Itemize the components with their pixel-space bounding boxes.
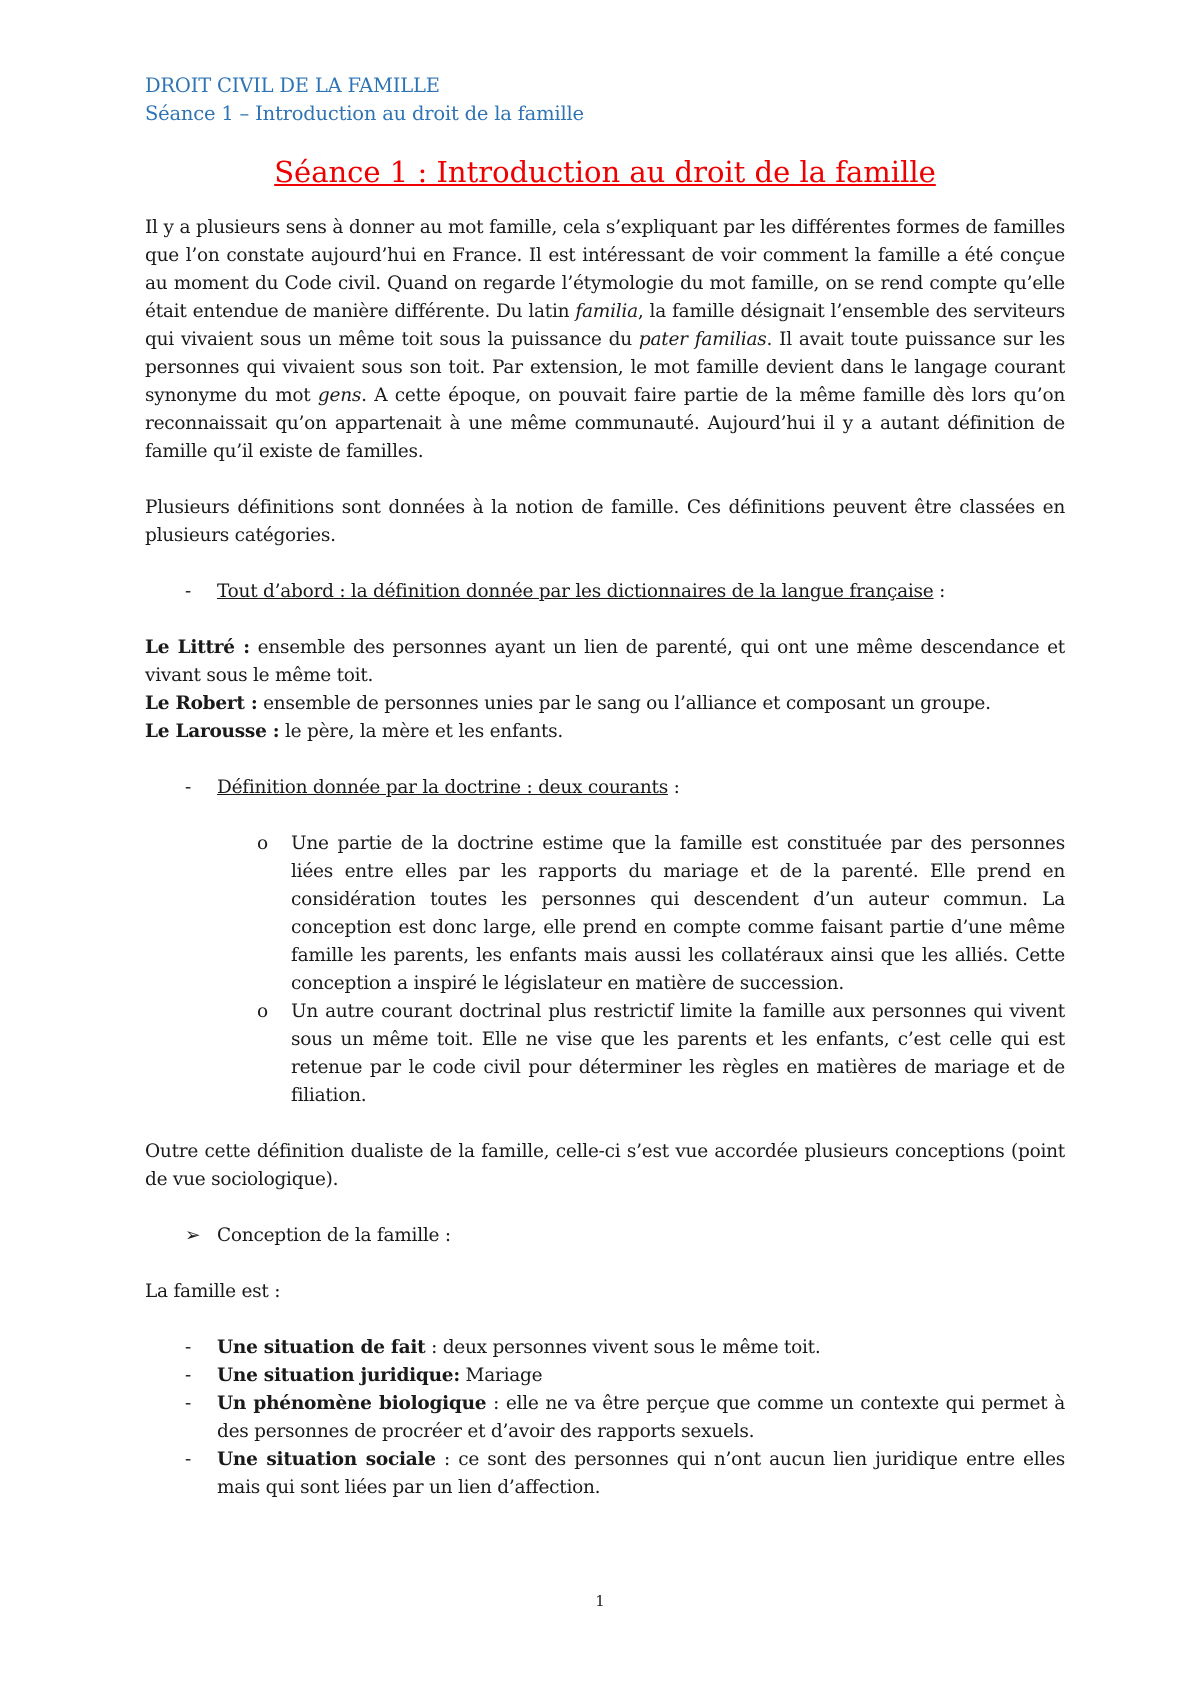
doctrine-item-text: Un autre courant doctrinal plus restrictif limite la famille aux personnes qui vivent sous un même toit. Elle ne vise que les parents et les enfants, c’est celle qui est retenue par le code civil pour déterminer les règles en matières de mariage et de filiation. [291,1001,1065,1106]
running-header [145,72,1065,128]
definition-robert: Le Robert : ensemble de personnes unies par le sang ou l’alliance et composant un groupe. [145,693,991,714]
header-course: DROIT CIVIL DE LA FAMILLE [145,74,440,97]
page-content [145,72,1065,1502]
definition-littre: Le Littré : ensemble des personnes ayant un lien de parenté, qui ont une même descendance et vivant sous le même toit. [145,637,1065,686]
larousse-label: Le Larousse : [145,721,280,742]
dictionaries-heading-item: - Tout d’abord : la définition donnée par les dictionnaires de la langue française : [145,578,1065,606]
intro-paragraph: Il y a plusieurs sens à donner au mot famille, cela s’expliquant par les différentes formes de familles que l’on constate aujourd’hui en France. Il est intéressant de voir comment la famille a été conçue au moment du Code civil. Quand on regarde l’étymologie du mot famille, on se rend compte qu’elle était entendue de manière différente. Du latin familia, la famille désignait l’ensemble des serviteurs qui vivaient sous un même toit sous la puissance du pater familias. Il avait toute puissance sur les personnes qui vivaient sous son toit. Par extension, le mot famille devient dans le langage courant synonyme du mot gens. A cette époque, on pouvait faire partie de la même famille dès lors qu’on reconnaissait qu’on appartenait à une même communauté. Aujourd’hui il y a autant définition de famille qu’il existe de familles. [145,217,1066,462]
header-session: Séance 1 – Introduction au droit de la famille [145,102,584,125]
situation-label: Une situation de fait [217,1337,426,1358]
term-familia: familia [575,301,638,322]
doctrine-item-text: Une partie de la doctrine estime que la famille est constituée par des personnes liées entre elles par les rapports du mariage et de la parenté. Elle prend en considération toutes les personnes qui descendent d’un auteur commun. La conception est donc large, elle prend en compte comme faisant partie d’une même famille les parents, les enfants mais aussi les collatéraux ainsi que les alliés. Cette conception a inspiré le législateur en matière de succession. [291,833,1065,994]
list-marker: - [185,1337,192,1358]
famille-est-label: La famille est : [145,1281,281,1302]
list-marker: - [185,581,192,602]
sub-list-marker: o [257,1001,268,1022]
doctrine-item [145,830,1065,998]
situation-item: - Une situation sociale : ce sont des personnes qui n’ont aucun lien juridique entre elles mais qui sont liées par un lien d’affection. [145,1446,1065,1502]
page-number: 1 [595,1592,605,1610]
list-marker: - [185,1449,192,1470]
definition-larousse: Le Larousse : le père, la mère et les enfants. [145,721,564,742]
situation-label: Un phénomène biologique [217,1393,487,1414]
situation-item: - Un phénomène biologique : elle ne va être perçue que comme un contexte qui permet à des personnes de procréer et d’avoir des rapports sexuels. [145,1390,1065,1446]
term-gens: gens [317,385,362,406]
list-marker: - [185,777,192,798]
definitions-paragraph: Plusieurs définitions sont données à la notion de famille. Ces définitions peuvent être classées en plusieurs catégories. [145,497,1065,546]
doctrine-item [145,998,1065,1110]
outro-paragraph: Outre cette définition dualiste de la famille, celle-ci s’est vue accordée plusieurs conceptions (point de vue sociologique). [145,1141,1065,1190]
sub-list-marker: o [257,833,268,854]
term-pater-familias: pater familias [638,329,767,350]
arrow-bullet-icon: ➢ [185,1225,201,1246]
doctrine-heading: Définition donnée par la doctrine : deux courants [217,777,668,798]
dictionaries-heading: Tout d’abord : la définition donnée par les dictionnaires de la langue française [217,581,934,602]
robert-label: Le Robert : [145,693,258,714]
situation-item: - Une situation juridique: Mariage [145,1362,1065,1390]
littre-label: Le Littré : [145,637,250,658]
conception-heading: Conception de la famille : [217,1225,451,1246]
doctrine-heading-item: - Définition donnée par la doctrine : deux courants : [145,774,1065,802]
conception-heading-item [145,1222,1065,1250]
situation-label: Une situation sociale [217,1449,436,1470]
situation-item: - Une situation de fait : deux personnes vivent sous le même toit. [145,1334,1065,1362]
list-marker: - [185,1365,192,1386]
situation-label: Une situation juridique: [217,1365,460,1386]
document-title: Séance 1 : Introduction au droit de la famille [274,155,936,189]
list-marker: - [185,1393,192,1414]
